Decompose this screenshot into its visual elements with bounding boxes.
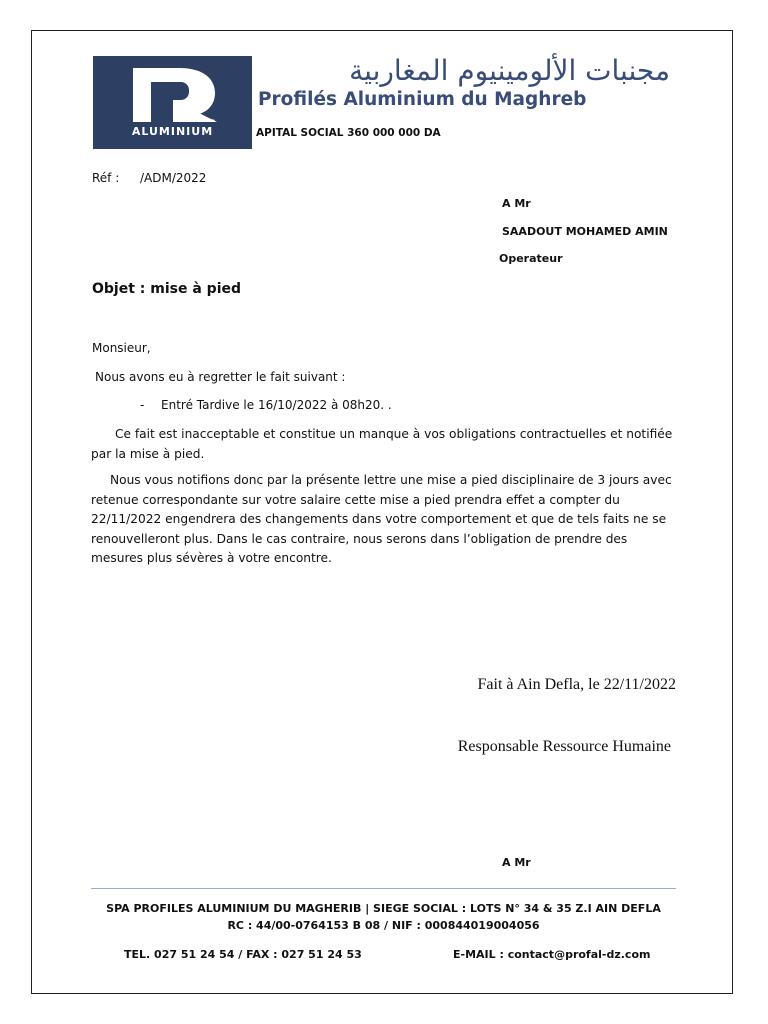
- reference-label: Réf :: [92, 171, 120, 185]
- footer-registration-line: RC : 44/00-0764153 B 08 / NIF : 000844019004056: [227, 919, 540, 932]
- signatory-title: Responsable Ressource Humaine: [457, 738, 671, 755]
- paragraph-2: Nous vous notifions donc par la présente lettre une mise a pied disciplinaire de 3 jours avec retenue correspondante sur votre salaire cette mise a pied prendra effet a compter du 22/11/2022 engendrera des changements dans votre comportement et que de tels faits ne se renouvelleront plus. Dans le cas contraire, nous serons dans l’obligation de prendre des mesures plus sévères à votre encontre.: [91, 473, 672, 565]
- paragraph-1: Ce fait est inacceptable et constitue un manque à vos obligations contractuelles et notifiée par la mise à pied.: [91, 427, 673, 461]
- footer-company-line: SPA PROFILES ALUMINIUM DU MAGHERIB | SIEGE SOCIAL : LOTS N° 34 & 35 Z.I AIN DEFLA: [106, 902, 661, 915]
- footer-email: E-MAIL : contact@profal-dz.com: [453, 948, 651, 961]
- logo-text: ALUMINIUM: [131, 125, 214, 138]
- recipient-position: Operateur: [499, 252, 563, 265]
- recipient-name: SAADOUT MOHAMED AMIN: [502, 225, 668, 238]
- footer-phone-fax: TEL. 027 51 24 54 / FAX : 027 51 24 53: [124, 948, 362, 961]
- fact-bullet: -: [140, 398, 145, 412]
- recipient-salutation: A Mr: [502, 197, 531, 210]
- copy-recipient: A Mr: [502, 856, 531, 869]
- company-name-french: Profilés Aluminium du Maghreb: [258, 89, 587, 110]
- footer-divider: [91, 888, 676, 889]
- intro-line: Nous avons eu à regretter le fait suivant :: [95, 370, 346, 384]
- letter-subject: Objet : mise à pied: [92, 281, 242, 297]
- company-name-arabic: مجنبات الألومينيوم المغاربية: [349, 54, 670, 87]
- company-logo: [93, 56, 252, 149]
- reference-value: /ADM/2022: [140, 171, 207, 185]
- fact-line: Entré Tardive le 16/10/2022 à 08h20. .: [161, 398, 392, 412]
- greeting: Monsieur,: [92, 341, 151, 355]
- place-date: Fait à Ain Defla, le 22/11/2022: [477, 676, 676, 693]
- capital-social: APITAL SOCIAL 360 000 000 DA: [256, 127, 441, 139]
